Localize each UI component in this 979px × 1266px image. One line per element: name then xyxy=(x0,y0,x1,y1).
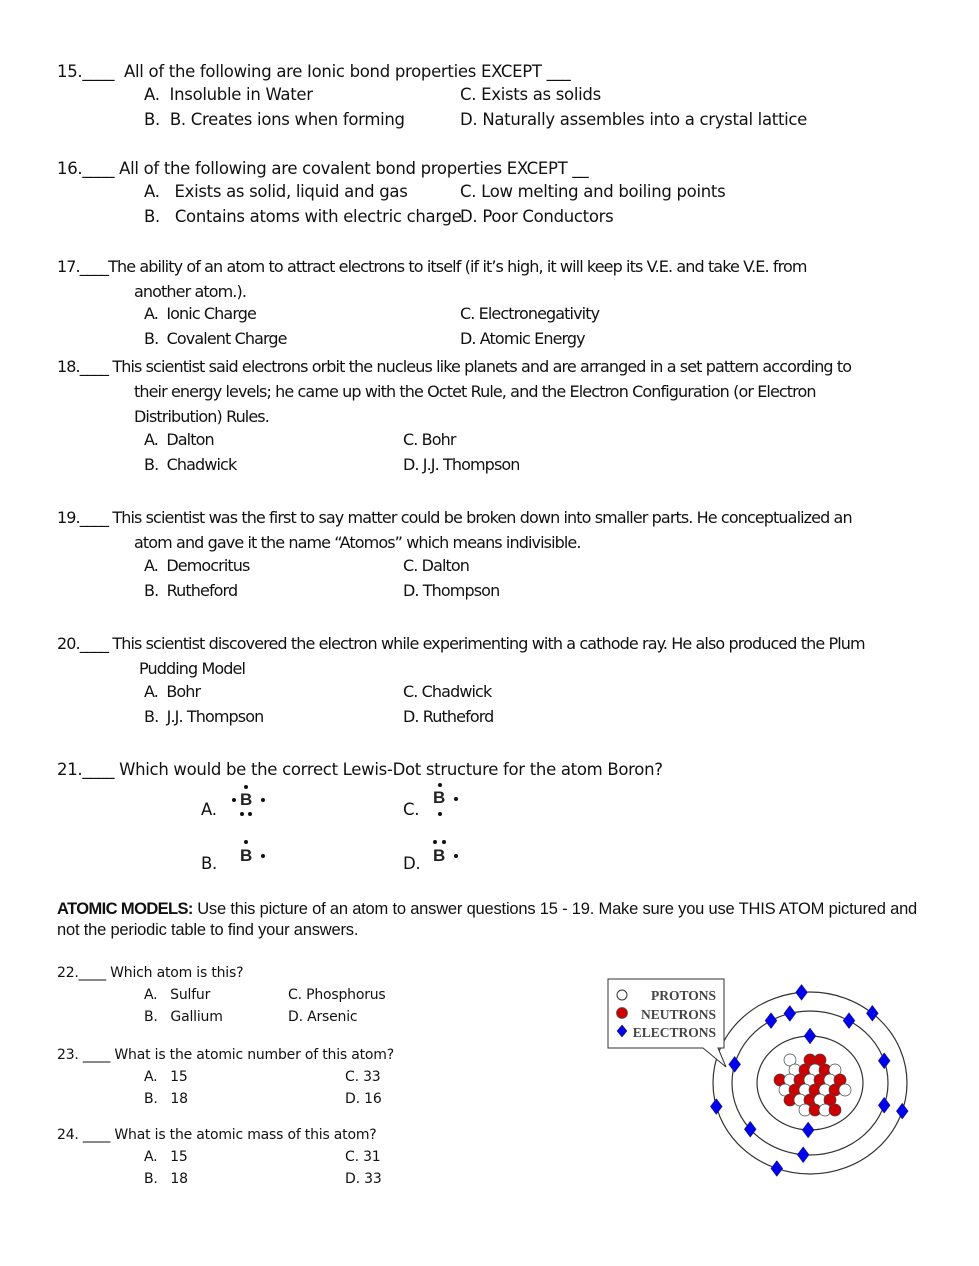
legend-electrons: ELECTRONS xyxy=(632,1025,716,1040)
question-number: 22.____ xyxy=(57,965,106,981)
atom-diagram xyxy=(600,970,920,1185)
lewis-dot-option-d xyxy=(422,836,482,876)
boron-symbol: B xyxy=(240,790,253,809)
option-b: B. Rutheford xyxy=(144,581,238,600)
question-22 xyxy=(57,965,243,981)
electron-dot xyxy=(248,812,252,816)
option-a: A. Insoluble in Water xyxy=(144,85,313,104)
question-stem: This scientist discovered the electron while experimenting with a cathode ray. He also produced the Plum xyxy=(112,634,865,653)
option-c-letter: C. xyxy=(403,800,420,819)
option-d: D. Rutheford xyxy=(403,707,494,726)
option-b: B. J.J. Thompson xyxy=(144,707,264,726)
option-a: A. Bohr xyxy=(144,682,201,701)
option-d: D. Thompson xyxy=(403,581,500,600)
electron-dot xyxy=(433,840,437,844)
question-17 xyxy=(57,254,807,304)
electron-dot xyxy=(261,854,265,858)
question-stem: What is the atomic mass of this atom? xyxy=(114,1127,377,1143)
boron-symbol: B xyxy=(433,788,446,807)
electron xyxy=(878,1097,890,1113)
electron-dot xyxy=(438,812,442,816)
proton-legend-icon xyxy=(617,990,627,1000)
option-b: B. Covalent Charge xyxy=(144,329,287,348)
option-d: D. J.J. Thompson xyxy=(403,455,520,474)
option-a: A. 15 xyxy=(144,1069,188,1085)
option-a: A. Ionic Charge xyxy=(144,304,256,323)
option-c: C. Phosphorus xyxy=(288,987,386,1003)
electron xyxy=(843,1013,855,1029)
legend-callout xyxy=(608,979,726,1067)
question-number: 19.____ xyxy=(57,508,109,527)
option-c: C. Electronegativity xyxy=(460,304,600,323)
option-b: B. B. Creates ions when forming xyxy=(144,110,405,129)
electron-dot xyxy=(438,783,442,787)
section-text: Use this picture of an atom to answer questions 15 - 19. Make sure you use THIS ATOM pictured and not the periodic table to find your answers. xyxy=(57,900,918,939)
question-21 xyxy=(57,757,663,782)
question-24 xyxy=(57,1127,377,1143)
option-b: B. Contains atoms with electric charge xyxy=(144,207,462,226)
neutron-legend-icon xyxy=(617,1008,628,1019)
electron xyxy=(878,1053,890,1069)
atomic-models-instructions xyxy=(57,899,927,941)
electron-dot xyxy=(261,798,265,802)
option-d-letter: D. xyxy=(403,854,421,873)
electron xyxy=(797,1147,809,1163)
neutron xyxy=(829,1104,841,1116)
option-b-letter: B. xyxy=(201,854,217,873)
question-23 xyxy=(57,1047,394,1063)
section-heading: ATOMIC MODELS: xyxy=(57,900,193,918)
option-c: C. Low melting and boiling points xyxy=(460,182,726,201)
question-stem-continued: their energy levels; he came up with the Octet Rule, and the Electron Configuration (or Electron xyxy=(134,382,816,401)
question-stem: Which atom is this? xyxy=(110,965,244,981)
question-stem-continued: another atom.). xyxy=(134,282,247,301)
option-c: C. Bohr xyxy=(403,430,456,449)
electron-dot xyxy=(244,840,248,844)
option-c: C. 33 xyxy=(345,1069,381,1085)
question-stem: All of the following are covalent bond properties EXCEPT __ xyxy=(119,159,589,178)
option-d: D. 33 xyxy=(345,1171,382,1187)
question-number: 24. ____ xyxy=(57,1127,111,1143)
boron-symbol: B xyxy=(240,846,253,865)
option-c: C. Exists as solids xyxy=(460,85,601,104)
option-d: D. 16 xyxy=(345,1091,382,1107)
electron xyxy=(896,1103,908,1119)
electron-dot xyxy=(240,812,244,816)
question-number: 16.____ xyxy=(57,159,115,178)
option-c: C. Dalton xyxy=(403,556,470,575)
option-a: A. 15 xyxy=(144,1149,188,1165)
question-stem-continued: Pudding Model xyxy=(139,659,245,678)
electron xyxy=(784,1005,796,1021)
option-b: B. 18 xyxy=(144,1091,188,1107)
boron-symbol: B xyxy=(433,846,446,865)
question-18 xyxy=(57,354,851,429)
question-stem-continued: atom and gave it the name “Atomos” which means indivisible. xyxy=(134,533,581,552)
electron-dot xyxy=(244,785,248,789)
electron xyxy=(866,1005,878,1021)
question-number: 18.____ xyxy=(57,357,109,376)
lewis-dot-option-c xyxy=(422,780,482,820)
question-stem: What is the atomic number of this atom? xyxy=(114,1047,394,1063)
electron-dot xyxy=(232,798,236,802)
option-c: C. 31 xyxy=(345,1149,381,1165)
question-number: 17.____ xyxy=(57,257,109,276)
question-number: 21.____ xyxy=(57,760,115,779)
question-stem: Which would be the correct Lewis-Dot structure for the atom Boron? xyxy=(119,760,663,779)
question-stem: This scientist was the first to say matter could be broken down into smaller parts. He conceptualized an xyxy=(112,508,852,527)
question-stem: All of the following are Ionic bond properties EXCEPT ___ xyxy=(124,62,571,81)
lewis-dot-option-a xyxy=(228,782,288,822)
electron-dot xyxy=(442,840,446,844)
electron xyxy=(729,1056,741,1072)
option-d: D. Naturally assembles into a crystal lattice xyxy=(460,110,808,129)
electron xyxy=(710,1099,722,1115)
legend-protons: PROTONS xyxy=(650,988,716,1003)
electron xyxy=(765,1013,777,1029)
nucleus xyxy=(774,1054,851,1116)
option-a: A. Sulfur xyxy=(144,987,211,1003)
question-number: 20.____ xyxy=(57,634,109,653)
option-a: A. Exists as solid, liquid and gas xyxy=(144,182,408,201)
question-stem-continued: Distribution) Rules. xyxy=(134,407,269,426)
proton xyxy=(839,1084,851,1096)
electron-dot xyxy=(454,797,458,801)
option-a: A. Dalton xyxy=(144,430,214,449)
question-16 xyxy=(57,156,588,181)
question-number: 23. ____ xyxy=(57,1047,111,1063)
electron xyxy=(771,1161,783,1177)
legend-neutrons: NEUTRONS xyxy=(640,1007,716,1022)
question-stem: The ability of an atom to attract electrons to itself (if it’s high, it will keep its V.E. and take V.E. from xyxy=(108,257,807,276)
option-b: B. Chadwick xyxy=(144,455,237,474)
electron-dot xyxy=(454,854,458,858)
question-20 xyxy=(57,631,865,681)
option-d: D. Poor Conductors xyxy=(460,207,614,226)
question-19 xyxy=(57,505,852,555)
lewis-dot-option-b xyxy=(228,836,288,876)
option-d: D. Atomic Energy xyxy=(460,329,585,348)
option-b: B. 18 xyxy=(144,1171,188,1187)
question-15 xyxy=(57,59,570,84)
option-a-letter: A. xyxy=(201,800,217,819)
electron xyxy=(796,984,808,1000)
electron xyxy=(802,1122,814,1138)
option-c: C. Chadwick xyxy=(403,682,492,701)
option-b: B. Gallium xyxy=(144,1009,223,1025)
option-d: D. Arsenic xyxy=(288,1009,358,1025)
electron xyxy=(804,1028,816,1044)
question-number: 15.____ xyxy=(57,62,115,81)
option-a: A. Democritus xyxy=(144,556,250,575)
question-stem: This scientist said electrons orbit the nucleus like planets and are arranged in a set pattern according to xyxy=(112,357,852,376)
